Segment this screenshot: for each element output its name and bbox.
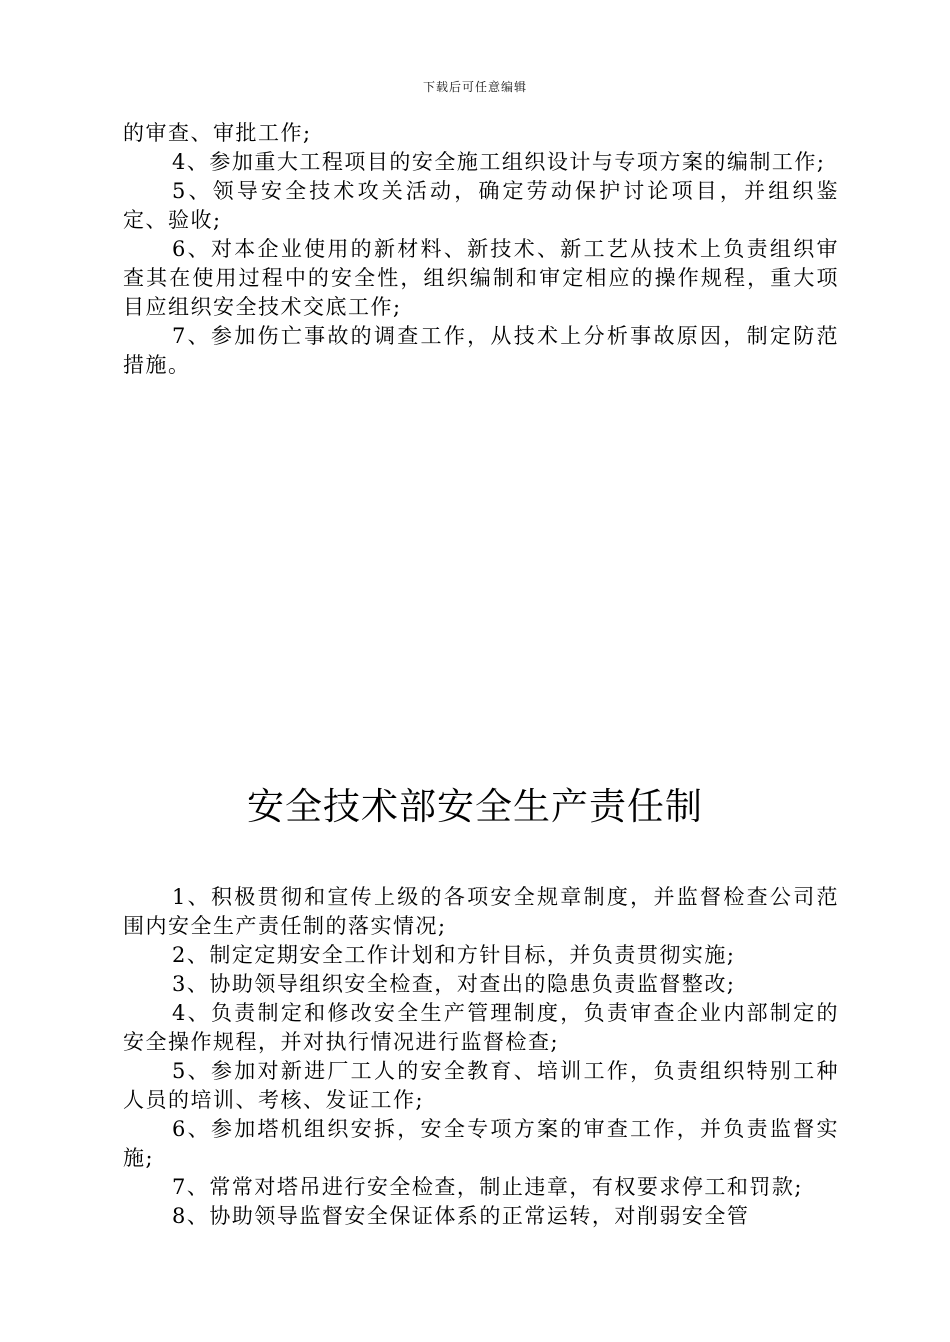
paragraph: 5、领导安全技术攻关活动，确定劳动保护讨论项目，并组织鉴定、验收;: [123, 179, 839, 232]
section-continued-duties: [123, 119, 839, 380]
section-safety-dept-duties: [123, 883, 839, 1231]
paragraph: 7、参加伤亡事故的调查工作，从技术上分析事故原因，制定防范措施。: [123, 324, 839, 377]
paragraph: 的审查、审批工作;: [123, 121, 312, 145]
paragraph: 2、制定定期安全工作计划和方针目标，并负责贯彻实施;: [172, 943, 736, 967]
paragraph: 8、协助领导监督安全保证体系的正常运转，对削弱安全管: [172, 1204, 750, 1228]
paragraph: 6、对本企业使用的新材料、新技术、新工艺从技术上负责组织审查其在使用过程中的安全性，组织编制和审定相应的操作规程，重大项目应组织安全技术交底工作;: [123, 237, 839, 319]
paragraph: 4、参加重大工程项目的安全施工组织设计与专项方案的编制工作;: [172, 150, 826, 174]
paragraph: 5、参加对新进厂工人的安全教育、培训工作，负责组织特别工种人员的培训、考核、发证工作;: [123, 1059, 839, 1112]
page-header-note: 下载后可任意编辑: [422, 80, 527, 94]
document-title: 安全技术部安全生产责任制: [247, 785, 703, 828]
paragraph: 1、积极贯彻和宣传上级的各项安全规章制度，并监督检查公司范围内安全生产责任制的落实情况;: [123, 885, 839, 938]
paragraph: 6、参加塔机组织安拆，安全专项方案的审查工作，并负责监督实施;: [123, 1117, 839, 1170]
paragraph: 7、常常对塔吊进行安全检查，制止违章，有权要求停工和罚款;: [172, 1175, 803, 1199]
paragraph: 4、负责制定和修改安全生产管理制度，负责审查企业内部制定的安全操作规程，并对执行情况进行监督检查;: [123, 1001, 839, 1054]
paragraph: 3、协助领导组织安全检查，对查出的隐患负责监督整改;: [172, 972, 736, 996]
